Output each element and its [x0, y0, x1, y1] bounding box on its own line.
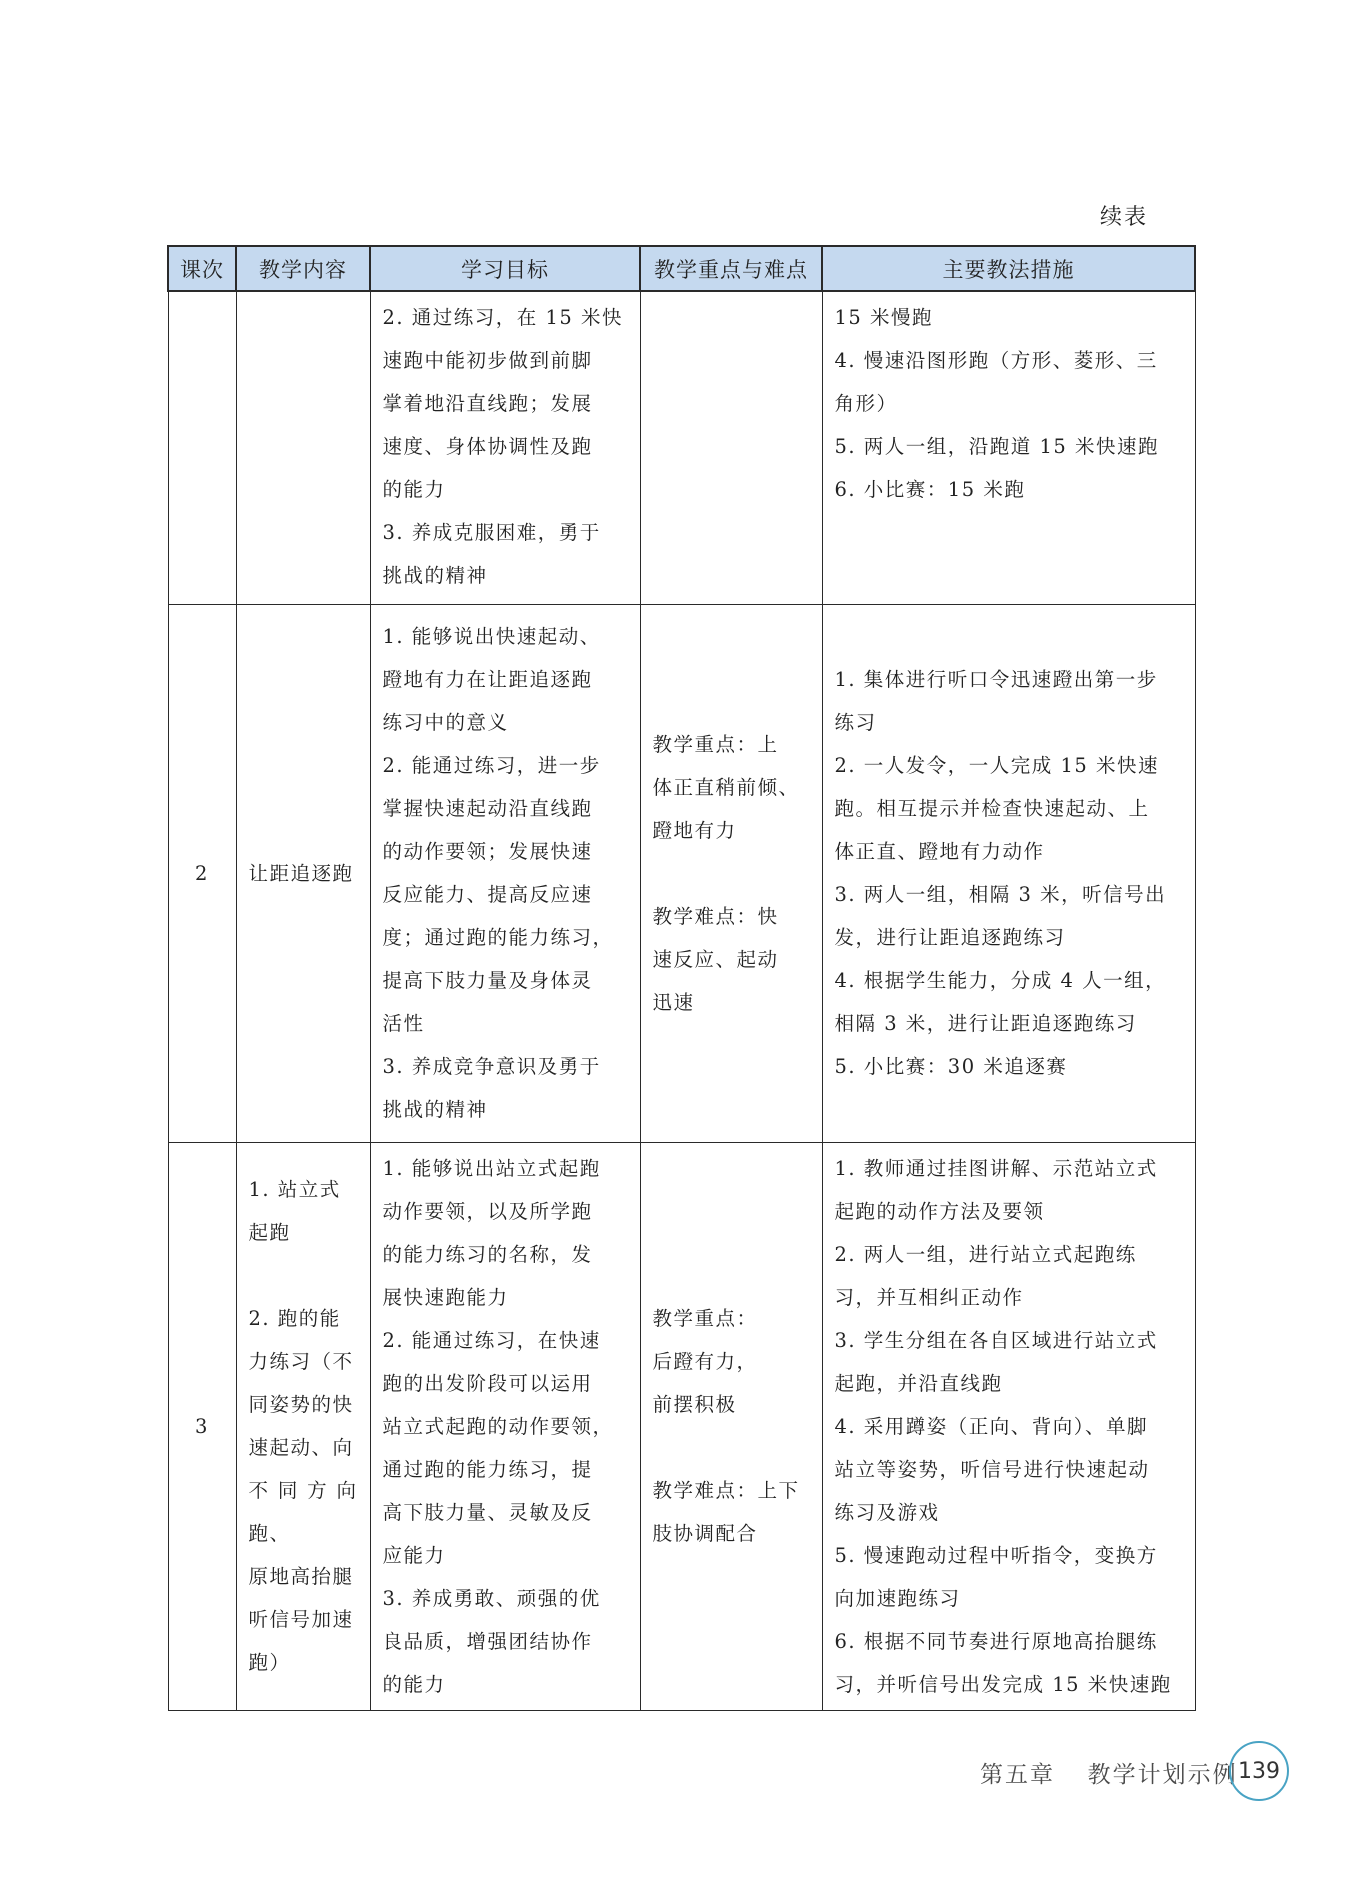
- cell-line: 的动作要领；发展快速: [382, 840, 593, 863]
- cell-line: 3. 学生分组在各自区域进行站立式: [834, 1328, 1158, 1352]
- cell-line: 练习中的意义: [382, 711, 509, 734]
- header-content: 教学内容: [236, 246, 370, 291]
- cell-line: 蹬地有力: [652, 818, 737, 842]
- cell-line: 6. 根据不同节奏进行原地高抬腿练: [834, 1629, 1158, 1653]
- cell-line: 2. 能通过练习，进一步: [382, 754, 601, 777]
- cell-line: 良品质，增强团结协作: [382, 1629, 593, 1653]
- cell-line: 站立等姿势，听信号进行快速起动: [834, 1457, 1150, 1481]
- cell-line: 体正直稍前倾、: [652, 775, 800, 799]
- cell-line: 的能力练习的名称，发: [382, 1242, 593, 1266]
- table-row: [168, 604, 1195, 1142]
- cell-line: 体正直、蹬地有力动作: [834, 840, 1045, 863]
- cell-line: 5. 小比赛：30 米追逐赛: [834, 1055, 1068, 1078]
- cell-line: 原地高抬腿: [248, 1565, 354, 1588]
- cell-line: 练习: [834, 711, 877, 734]
- cell-line: 听信号加速: [248, 1608, 354, 1631]
- cell-line: 1. 站立式: [248, 1178, 341, 1201]
- cell-line: 教学难点：上下: [652, 1479, 800, 1502]
- cell-line: 前摆积极: [652, 1393, 737, 1416]
- methods-cell: [822, 291, 1195, 604]
- spacer: [249, 1254, 358, 1297]
- cell-line: 相隔 3 米，进行让距追逐跑练习: [834, 1012, 1137, 1035]
- cell-line: 挑战的精神: [382, 1098, 488, 1121]
- cell-line: 教学重点：: [652, 1307, 758, 1330]
- cell-line: 速度、身体协调性及跑: [382, 435, 593, 458]
- cell-line: 挑战的精神: [382, 564, 488, 587]
- cell-line: 跑的出发阶段可以运用: [382, 1371, 593, 1395]
- footer-chapter: [980, 1756, 1238, 1789]
- lesson-cell: 3: [168, 1142, 236, 1710]
- cell-line: 5. 两人一组，沿跑道 15 米快速跑: [834, 435, 1160, 458]
- cell-line: 掌着地沿直线跑；发展: [382, 392, 593, 415]
- goals-cell: [370, 604, 640, 1142]
- cell-line: 2. 一人发令，一人完成 15 米快速: [834, 754, 1160, 777]
- cell-line: 高下肢力量、灵敏及反: [382, 1500, 593, 1524]
- cell-line: 1. 能够说出快速起动、: [382, 625, 601, 648]
- key-points-cell: [640, 604, 822, 1142]
- table-row: [168, 291, 1195, 604]
- spacer: [653, 852, 810, 895]
- cell-line: 教学难点：快: [652, 904, 779, 928]
- cell-line: 不同方向跑、: [248, 1479, 358, 1545]
- lesson-cell: [168, 291, 236, 604]
- table-header-row: [168, 246, 1195, 291]
- cell-line: 起跑的动作方法及要领: [834, 1199, 1045, 1223]
- chapter-title: 教学计划示例: [1087, 1762, 1238, 1788]
- cell-line: 起跑，并沿直线跑: [834, 1371, 1003, 1395]
- cell-line: 角形）: [834, 392, 898, 415]
- cell-line: 习，并听信号出发完成 15 米快速跑: [834, 1672, 1172, 1696]
- cell-line: 活性: [382, 1012, 425, 1035]
- cell-line: 4. 采用蹲姿（正向、背向）、单脚: [834, 1414, 1149, 1438]
- cell-line: 应能力: [382, 1543, 446, 1567]
- key-points-cell: [640, 1142, 822, 1710]
- teaching-plan-table: [167, 245, 1196, 1711]
- cell-line: 动作要领，以及所学跑: [382, 1199, 593, 1223]
- content-cell: [236, 1142, 370, 1710]
- goals-cell: [370, 291, 640, 604]
- cell-line: 1. 集体进行听口令迅速蹬出第一步: [834, 668, 1158, 691]
- cell-line: 3. 养成竞争意识及勇于: [382, 1055, 601, 1078]
- cell-line: 度；通过跑的能力练习，: [382, 926, 614, 949]
- cell-line: 2. 通过练习，在 15 米快: [382, 306, 624, 329]
- goals-cell: [370, 1142, 640, 1710]
- cell-line: 5. 慢速跑动过程中听指令，变换方: [834, 1543, 1158, 1567]
- header-goals: 学习目标: [370, 246, 640, 291]
- cell-line: 反应能力、提高反应速: [382, 883, 593, 906]
- cell-line: 的能力: [382, 478, 446, 501]
- cell-line: 速反应、起动: [652, 947, 779, 971]
- cell-line: 2. 跑的能: [248, 1307, 341, 1330]
- cell-line: 通过跑的能力练习，提: [382, 1457, 593, 1481]
- methods-cell: [822, 1142, 1195, 1710]
- cell-line: 4. 慢速沿图形跑（方形、菱形、三: [834, 349, 1158, 372]
- cell-line: 跑。相互提示并检查快速起动、上: [834, 797, 1150, 820]
- cell-line: 1. 教师通过挂图讲解、示范站立式: [834, 1156, 1158, 1180]
- cell-line: 3. 养成克服困难，勇于: [382, 521, 601, 544]
- cell-line: 2. 两人一组，进行站立式起跑练: [834, 1242, 1137, 1266]
- spacer: [653, 1426, 810, 1469]
- cell-line: 3. 养成勇敢、顽强的优: [382, 1586, 601, 1610]
- header-key-points: 教学重点与难点: [640, 246, 822, 291]
- page-number: 139: [1238, 1758, 1280, 1784]
- cell-line: 力练习（不: [248, 1350, 354, 1373]
- cell-line: 教学重点：上: [652, 732, 779, 756]
- cell-line: 起跑: [248, 1221, 291, 1244]
- cell-line: 1. 能够说出站立式起跑: [382, 1156, 601, 1180]
- cell-line: 15 米慢跑: [834, 306, 934, 329]
- page-number-badge: [1229, 1741, 1289, 1801]
- cell-line: 习，并互相纠正动作: [834, 1285, 1024, 1309]
- cell-line: 让距追逐跑: [248, 861, 354, 885]
- cell-line: 站立式起跑的动作要领，: [382, 1414, 614, 1438]
- header-lesson: 课次: [168, 246, 236, 291]
- cell-line: 速起动、向: [248, 1436, 354, 1459]
- cell-line: 迅速: [652, 990, 695, 1014]
- table-row: [168, 1142, 1195, 1710]
- key-points-cell: [640, 291, 822, 604]
- chapter-label: 第五章: [980, 1762, 1055, 1788]
- cell-line: 后蹬有力，: [652, 1350, 758, 1373]
- methods-cell: [822, 604, 1195, 1142]
- cell-line: 3. 两人一组，相隔 3 米，听信号出: [834, 883, 1167, 906]
- cell-line: 掌握快速起动沿直线跑: [382, 797, 593, 820]
- cell-line: 展快速跑能力: [382, 1285, 509, 1309]
- content-cell: [236, 291, 370, 604]
- cell-line: 发，进行让距追逐跑练习: [834, 926, 1066, 949]
- cell-line: 同姿势的快: [248, 1393, 354, 1416]
- continued-label: 续表: [1100, 205, 1149, 230]
- cell-line: 肢协调配合: [652, 1522, 758, 1545]
- lesson-cell: 2: [168, 604, 236, 1142]
- cell-line: 向加速跑练习: [834, 1586, 961, 1610]
- cell-line: 蹬地有力在让距追逐跑: [382, 668, 593, 691]
- cell-line: 跑）: [248, 1651, 291, 1674]
- cell-line: 4. 根据学生能力，分成 4 人一组，: [834, 969, 1167, 992]
- header-methods: 主要教法措施: [822, 246, 1195, 291]
- cell-line: 练习及游戏: [834, 1500, 940, 1524]
- cell-line: 速跑中能初步做到前脚: [382, 349, 593, 372]
- cell-line: 提高下肢力量及身体灵: [382, 969, 593, 992]
- cell-line: 的能力: [382, 1672, 446, 1696]
- content-cell: [236, 604, 370, 1142]
- cell-line: 6. 小比赛：15 米跑: [834, 478, 1026, 501]
- cell-line: 2. 能通过练习，在快速: [382, 1328, 601, 1352]
